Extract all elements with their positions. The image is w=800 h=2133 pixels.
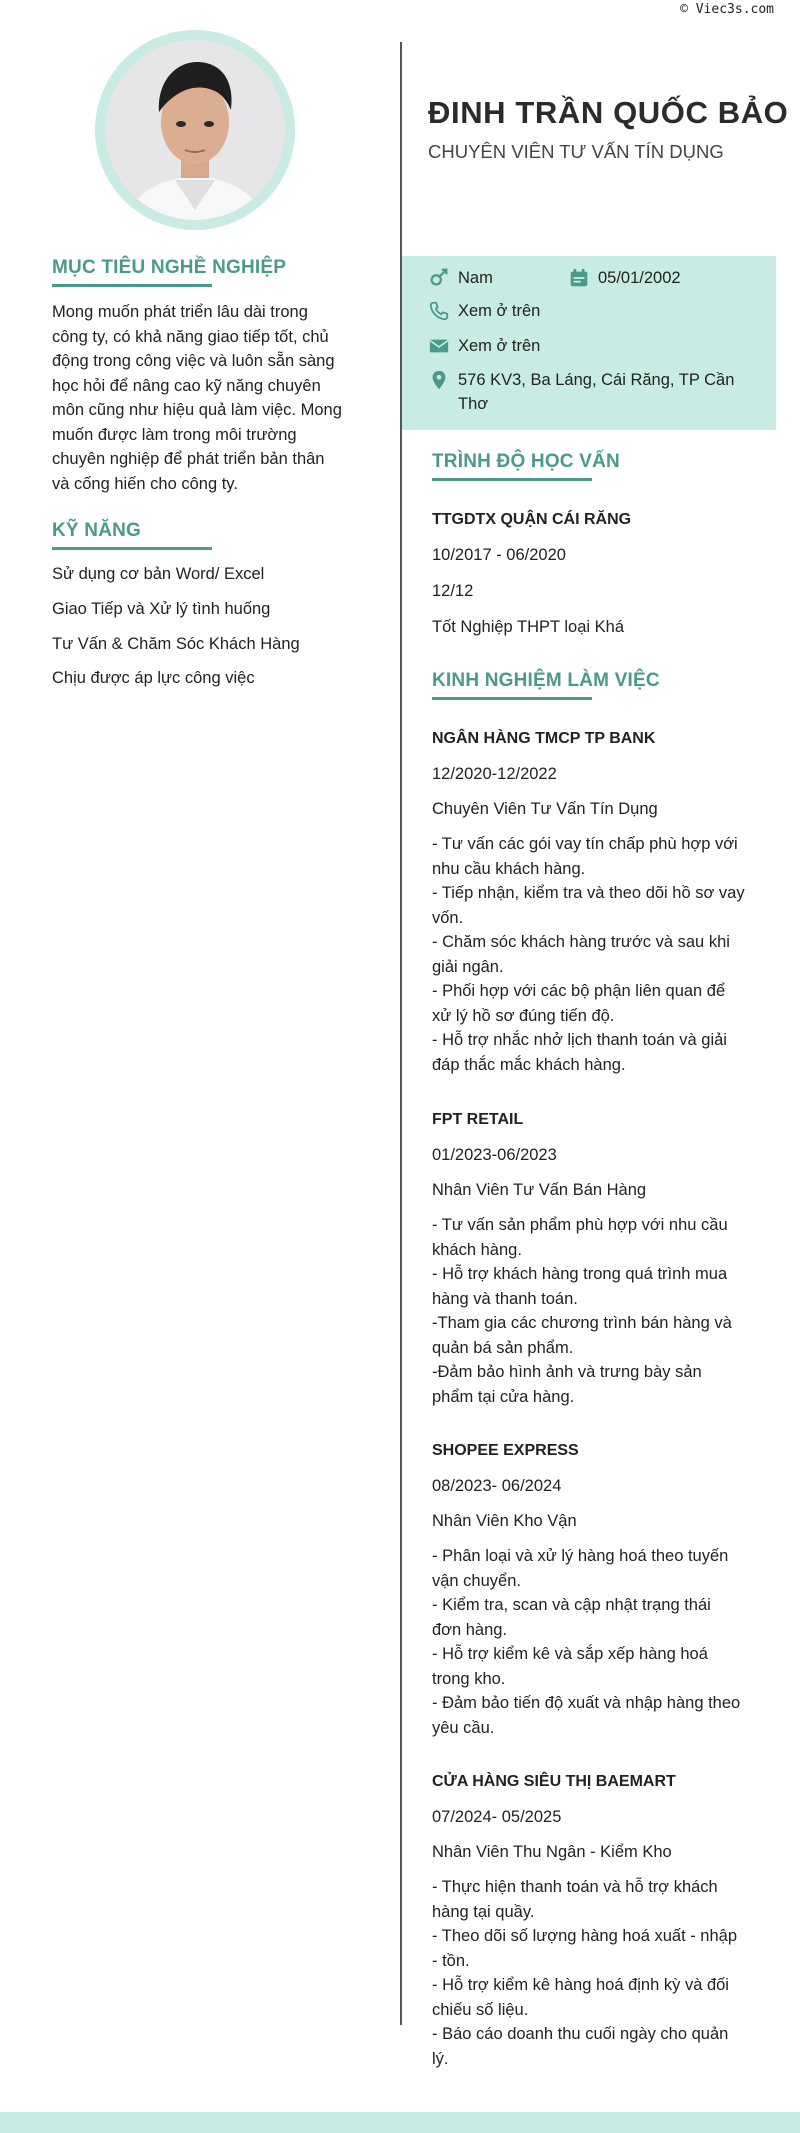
education-period: 10/2017 - 06/2020 — [432, 546, 566, 564]
contact-email — [428, 334, 540, 358]
job-position: Nhân Viên Tư Vấn Bán Hàng — [432, 1181, 647, 1199]
job-description-line: giải ngân. — [432, 957, 504, 976]
education-title: TRÌNH ĐỘ HỌC VẤN — [432, 451, 620, 472]
skills-title: KỸ NĂNG — [52, 520, 142, 541]
job-entry — [432, 1773, 762, 2071]
candidate-role: CHUYÊN VIÊN TƯ VẤN TÍN DỤNG — [428, 141, 724, 162]
contact-address — [428, 368, 734, 416]
job-description-line: - Phân loại và xử lý hàng hoá theo tuyến — [432, 1547, 729, 1565]
job-description-line: lý. — [432, 2049, 449, 2068]
job-description-line: -Đảm bảo hình ảnh và trưng bày sản — [432, 1363, 702, 1381]
job-description — [432, 1544, 762, 1740]
objective-line: động trong công việc và luôn sẵn sàng — [52, 352, 335, 370]
job-description-line: - Thực hiện thanh toán và hỗ trợ khách — [432, 1878, 718, 1896]
job-description-line: quản bá sản phẩm. — [432, 1338, 574, 1357]
job-description-line: vốn. — [432, 908, 464, 927]
education-title-underline — [432, 478, 592, 481]
skill-item: Tư Vấn & Chăm Sóc Khách Hàng — [52, 634, 300, 653]
candidate-name: ĐINH TRẦN QUỐC BẢO — [428, 95, 789, 130]
objective-line: công ty, có khả năng giao tiếp tốt, chủ — [52, 327, 329, 346]
job-description-line: - Hỗ trợ kiểm kê hàng hoá định kỳ và đối — [432, 1976, 729, 1994]
gender-icon — [428, 267, 450, 289]
job-description-line: -Tham gia các chương trình bán hàng và — [432, 1314, 732, 1332]
job-description-line: - tồn. — [432, 1951, 470, 1970]
job-entry — [432, 1111, 762, 1409]
experience-title: KINH NGHIỆM LÀM VIỆC — [432, 670, 660, 691]
job-description-line: - Báo cáo doanh thu cuối ngày cho quản — [432, 2025, 729, 2043]
job-description-line: đáp thắc mắc khách hàng. — [432, 1055, 626, 1074]
email-icon — [428, 335, 450, 357]
job-period: 01/2023-06/2023 — [432, 1146, 557, 1164]
job-company: SHOPEE EXPRESS — [432, 1442, 579, 1459]
location-icon — [428, 369, 450, 391]
calendar-icon — [568, 267, 590, 289]
job-description-line: yêu cầu. — [432, 1718, 495, 1737]
job-position: Nhân Viên Kho Vận — [432, 1512, 577, 1530]
job-description-line: - Hỗ trợ khách hàng trong quá trình mua — [432, 1265, 728, 1283]
job-description-line: đơn hàng. — [432, 1620, 508, 1639]
job-description — [432, 1213, 762, 1409]
contact-box — [402, 256, 776, 430]
contact-phone — [428, 299, 540, 323]
job-position: Chuyên Viên Tư Vấn Tín Dụng — [432, 800, 658, 818]
job-description-line: vận chuyển. — [432, 1571, 521, 1590]
skills-list — [52, 564, 352, 688]
experience-title-underline — [432, 697, 592, 700]
skill-item: Chịu được áp lực công việc — [52, 669, 255, 688]
job-description-line: hàng và thanh toán. — [432, 1289, 578, 1308]
avatar-frame — [95, 30, 295, 230]
objective-line: Mong muốn phát triển lâu dài trong — [52, 303, 308, 321]
skills-section — [52, 520, 352, 703]
gender-value: Nam — [458, 269, 493, 287]
job-description-line: - Chăm sóc khách hàng trước và sau khi — [432, 933, 730, 951]
job-description-line: khách hàng. — [432, 1240, 522, 1259]
phone-icon — [428, 300, 450, 322]
job-description-line: - Hỗ trợ kiểm kê và sắp xếp hàng hoá — [432, 1645, 708, 1663]
contact-birthday — [568, 266, 681, 290]
objective-title-underline — [52, 284, 212, 287]
birthday-value: 05/01/2002 — [598, 269, 681, 287]
job-description-line: chiếu số liệu. — [432, 2000, 529, 2019]
job-description-line: - Phối hợp với các bộ phận liên quan để — [432, 982, 726, 1000]
skills-title-underline — [52, 547, 212, 550]
job-description — [432, 832, 762, 1077]
objective-section — [52, 257, 352, 496]
address-line: 576 KV3, Ba Láng, Cái Răng, TP Cần — [458, 371, 735, 389]
job-description-line: phẩm tại cửa hàng. — [432, 1387, 575, 1406]
education-result: Tốt Nghiệp THPT loại Khá — [432, 618, 624, 636]
skill-item: Sử dụng cơ bản Word/ Excel — [52, 565, 265, 583]
job-period: 07/2024- 05/2025 — [432, 1808, 562, 1826]
objective-title: MỤC TIÊU NGHỀ NGHIỆP — [52, 257, 287, 278]
job-description-line: - Kiểm tra, scan và cập nhật trạng thái — [432, 1596, 711, 1614]
job-description-line: - Tư vấn sản phẩm phù hợp với nhu cầu — [432, 1216, 728, 1234]
avatar-photo — [105, 40, 285, 220]
job-description-line: hàng tại quầy. — [432, 1902, 535, 1921]
job-description-line: - Hỗ trợ nhắc nhở lịch thanh toán và giải — [432, 1031, 727, 1049]
education-section — [432, 451, 762, 637]
job-description-line: - Tiếp nhận, kiểm tra và theo dõi hồ sơ vay — [432, 884, 745, 902]
skill-item: Giao Tiếp và Xử lý tình huống — [52, 599, 271, 618]
job-description-line: - Đảm bảo tiến độ xuất và nhập hàng theo — [432, 1694, 741, 1712]
job-description-line: nhu cầu khách hàng. — [432, 859, 586, 878]
job-entry — [432, 730, 762, 1077]
job-description-line: - Theo dõi số lượng hàng hoá xuất - nhập — [432, 1927, 738, 1945]
footer-bar — [0, 2112, 800, 2133]
job-company: FPT RETAIL — [432, 1111, 524, 1128]
job-description-line: - Tư vấn các gói vay tín chấp phù hợp với — [432, 835, 738, 853]
job-company: CỬA HÀNG SIÊU THỊ BAEMART — [432, 1773, 676, 1790]
job-description-line: xử lý hồ sơ đúng tiến độ. — [432, 1006, 615, 1025]
footer-credit: © Viec3s.com — [680, 2, 774, 17]
address-line: Thơ — [458, 395, 489, 413]
email-value: Xem ở trên — [458, 337, 541, 355]
job-period: 08/2023- 06/2024 — [432, 1477, 562, 1495]
contact-gender — [428, 266, 493, 290]
address-value — [458, 368, 734, 416]
objective-line: muốn được làm trong môi trường — [52, 425, 297, 444]
phone-value: Xem ở trên — [458, 302, 541, 320]
experience-section — [432, 670, 762, 700]
job-description — [432, 1875, 762, 2071]
education-grade: 12/12 — [432, 582, 474, 600]
objective-line: môn cũng như hiệu quả làm việc. Mong — [52, 401, 342, 419]
job-position: Nhân Viên Thu Ngân - Kiểm Kho — [432, 1843, 672, 1861]
job-description-line: trong kho. — [432, 1669, 506, 1688]
job-entry — [432, 1442, 762, 1740]
objective-line: và cống hiến cho công ty. — [52, 474, 238, 493]
objective-text — [52, 300, 352, 496]
objective-line: học hỏi để nâng cao kỹ năng chuyên — [52, 376, 321, 395]
education-school: TTGDTX QUẬN CÁI RĂNG — [432, 511, 632, 528]
objective-line: chuyên nghiệp để phát triển bản thân — [52, 450, 325, 468]
avatar — [105, 40, 285, 220]
job-company: NGÂN HÀNG TMCP TP BANK — [432, 730, 656, 747]
job-period: 12/2020-12/2022 — [432, 765, 557, 783]
